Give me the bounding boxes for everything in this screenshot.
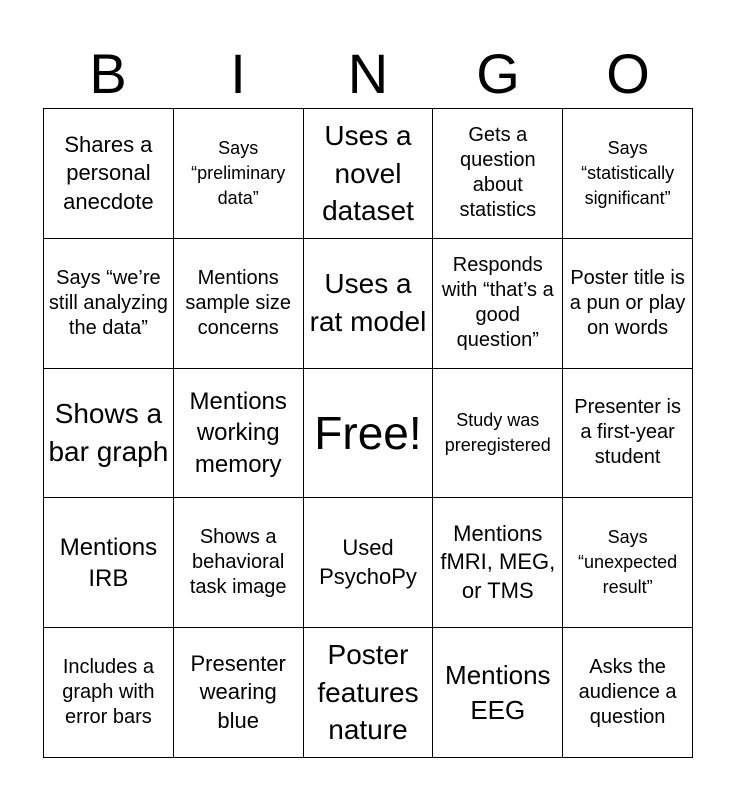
bingo-header [43,40,693,108]
bingo-cell-18[interactable] [304,498,434,628]
bingo-cell-10[interactable] [563,239,693,369]
cell-text: Includes a graph with error bars [62,656,155,729]
bingo-cell-24[interactable] [433,628,563,758]
cell-text: Poster title is a pun or play on words [569,266,686,339]
bingo-cell-4[interactable] [433,109,563,239]
bingo-cell-15[interactable] [563,369,693,499]
cell-text: Says “we’re still analyzing the data” [48,266,168,339]
bingo-cell-14[interactable] [433,369,563,499]
bingo-cell-25[interactable] [563,628,693,758]
header-letter-n: N [347,42,389,105]
bingo-cell-free[interactable] [304,369,434,499]
bingo-cell-3[interactable] [304,109,434,239]
free-space-text: Free! [314,406,422,459]
cell-text: Shows a bar graph [48,398,169,467]
header-letter-b: B [89,42,127,105]
bingo-board [43,108,693,758]
cell-text: Says “unexpected result” [578,527,678,598]
bingo-cell-20[interactable] [563,498,693,628]
cell-text: Uses a rat model [309,268,427,338]
cell-text: Mentions IRB [59,533,158,592]
bingo-cell-19[interactable] [433,498,563,628]
cell-text: Shares a personal anecdote [63,131,154,214]
bingo-cell-17[interactable] [174,498,304,628]
bingo-cell-22[interactable] [174,628,304,758]
header-letter-i: I [230,42,246,105]
cell-text: Poster features nature [317,638,419,746]
cell-text: Mentions fMRI, MEG, or TMS [440,520,556,604]
bingo-cell-2[interactable] [174,109,304,239]
cell-text: Responds with “that’s a good question” [441,254,554,352]
header-letter-o: O [606,42,650,105]
cell-text: Study was preregistered [444,409,551,455]
cell-text: Asks the audience a question [578,656,677,729]
bingo-cell-9[interactable] [433,239,563,369]
cell-text: Mentions sample size concerns [185,266,291,339]
cell-text: Gets a question about statistics [459,124,537,222]
cell-text: Mentions working memory [189,388,287,478]
cell-text: Shows a behavioral task image [189,526,287,599]
bingo-cell-11[interactable] [44,369,174,499]
cell-text: Presenter is a first-year student [574,396,681,469]
cell-text: Used PsychoPy [319,535,417,589]
cell-text: Uses a novel dataset [322,119,414,227]
bingo-cell-5[interactable] [563,109,693,239]
bingo-cell-1[interactable] [44,109,174,239]
bingo-cell-6[interactable] [44,239,174,369]
header-letter-g: G [476,42,520,105]
bingo-cell-7[interactable] [174,239,304,369]
cell-text: Says “statistically significant” [581,137,675,208]
bingo-cell-12[interactable] [174,369,304,499]
bingo-cell-16[interactable] [44,498,174,628]
cell-text: Presenter wearing blue [190,650,286,733]
cell-text: Says “preliminary data” [191,137,286,208]
bingo-cell-8[interactable] [304,239,434,369]
bingo-cell-21[interactable] [44,628,174,758]
bingo-cell-23[interactable] [304,628,434,758]
cell-text: Mentions EEG [445,659,551,725]
